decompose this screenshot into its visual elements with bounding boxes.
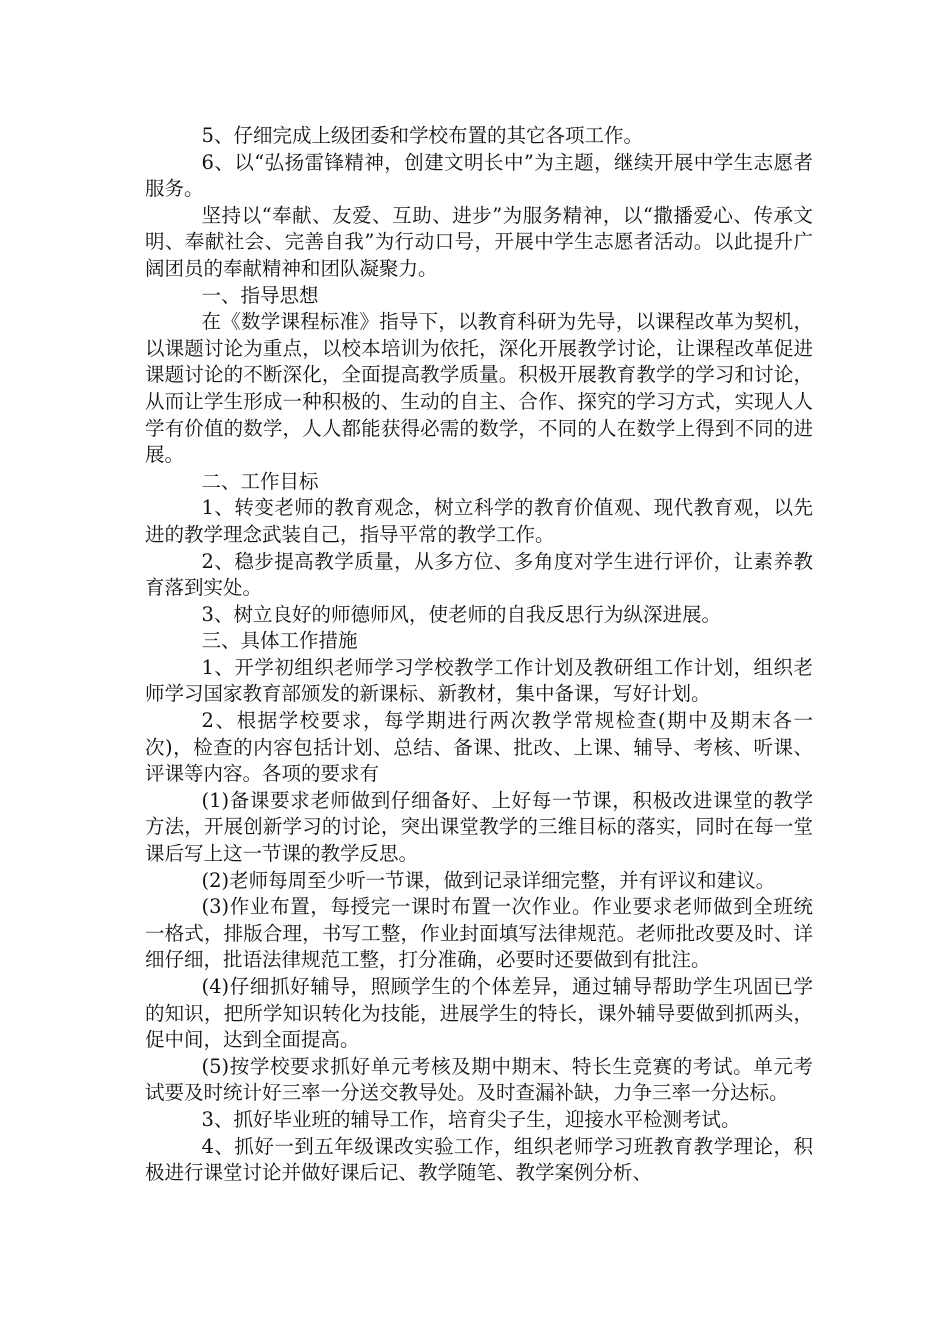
paragraph-measure-3: 3、抓好毕业班的辅导工作，培育尖子生，迎接水平检测考试。: [201, 1107, 741, 1131]
paragraph-item-6-volunteer-theme: 6、以“弘扬雷锋精神，创建文明长中”为主题，继续开展中学生志愿者服务。: [145, 150, 813, 201]
paragraph-requirement-5: (5)按学校要求抓好单元考核及期中期末、特长生竞赛的考试。单元考试要及时统计好三率一分送交教导处。及时查漏补缺，力争三率一分达标。: [145, 1054, 813, 1105]
paragraph-measure-4: 4、抓好一到五年级课改实验工作，组织老师学习班教育教学理论，积极进行课堂讨论并做好课后记、教学随笔、教学案例分析、: [145, 1134, 813, 1185]
paragraph-goal-1: 1、转变老师的教育观念，树立科学的教育价值观、现代教育观，以先进的教学理念武装自己，指导平常的教学工作。: [145, 496, 813, 546]
paragraph-requirement-4: (4)仔细抓好辅导，照顾学生的个体差异，通过辅导帮助学生巩固已学的知识，把所学知识转化为技能，进展学生的特长，课外辅导要做到抓两头，促中间，达到全面提高。: [145, 975, 813, 1052]
paragraph-measure-2: 2、根据学校要求，每学期进行两次教学常规检查(期中及期末各一次)，检查的内容包括计划、总结、备课、批改、上课、辅导、考核、听课、评课等内容。各项的要求有: [145, 709, 813, 786]
paragraph-volunteer-spirit: 坚持以“奉献、友爱、互助、进步”为服务精神，以“撒播爱心、传承文明、奉献社会、完善自我”为行动口号，开展中学生志愿者活动。以此提升广阔团员的奉献精神和团队凝聚力。: [145, 203, 813, 280]
paragraph-requirement-2: (2)老师每周至少听一节课，做到记录详细完整，并有评议和建议。: [201, 868, 776, 892]
paragraph-goal-3: 3、树立良好的师德师风，使老师的自我反思行为纵深进展。: [201, 602, 721, 626]
section-heading-specific-measures: 三、具体工作措施: [201, 629, 358, 653]
paragraph-goal-2: 2、稳步提高教学质量，从多方位、多角度对学生进行评价，让素养教育落到实处。: [145, 549, 813, 600]
paragraph-requirement-1: (1)备课要求老师做到仔细备好、上好每一节课，积极改进课堂的教学方法，开展创新学习的讨论，突出课堂教学的三维目标的落实，同时在每一堂课后写上这一节课的教学反思。: [145, 788, 813, 866]
section-heading-work-goals: 二、工作目标: [201, 469, 319, 493]
paragraph-measure-1: 1、开学初组织老师学习学校教学工作计划及教研组工作计划，组织老师学习国家教育部颁发的新课标、新教材，集中备课，写好计划。: [145, 655, 813, 706]
paragraph-item-5: 5、仔细完成上级团委和学校布置的其它各项工作。: [201, 124, 643, 147]
paragraph-requirement-3: (3)作业布置，每授完一课时布置一次作业。作业要求老师做到全班统一格式，排版合理，书写工整，作业封面填写法律规范。老师批改要及时、详细仔细，批语法律规范工整，打分准确，必要时还要做到有批注。: [145, 895, 813, 972]
document-body: [145, 123, 813, 1187]
section-heading-guiding-ideology: 一、指导思想: [201, 283, 319, 307]
paragraph-guiding-ideology: 在《数学课程标准》指导下，以教育科研为先导，以课程改革为契机，以课题讨论为重点，以校本培训为依托，深化开展教学讨论，让课程改革促进课题讨论的不断深化，全面提高教学质量。积极开展教育教学的学习和讨论，从而让学生形成一种积极的、生动的自主、合作、探究的学习方式，实现人人学有价值的数学，人人都能获得必需的数学，不同的人在数学上得到不同的进展。: [145, 310, 813, 467]
